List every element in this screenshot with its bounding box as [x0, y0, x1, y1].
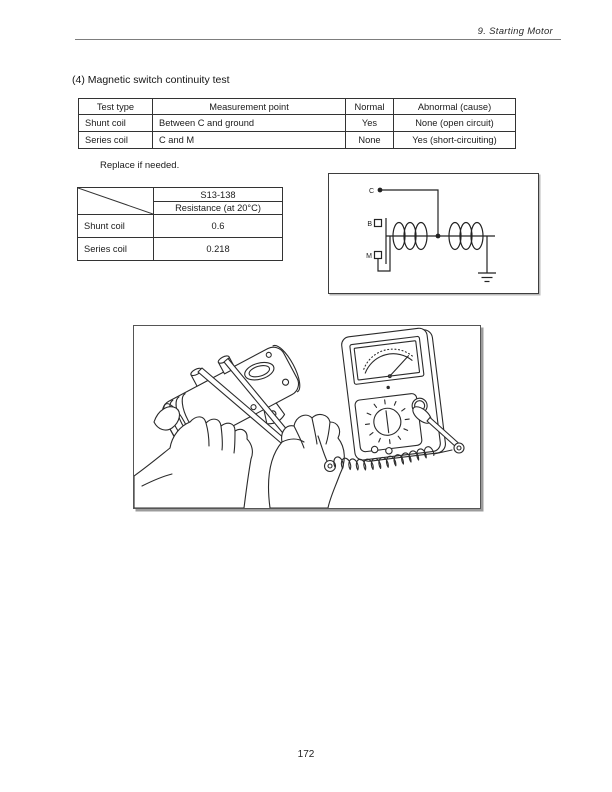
resistance-subheader: Resistance (at 20°C) [154, 202, 283, 215]
magnetic-switch-circuit-drawing [329, 174, 538, 293]
cell-coil-label: Shunt coil [78, 215, 154, 238]
section-title: (4) Magnetic switch continuity test [72, 74, 230, 86]
test-illustration [133, 325, 481, 509]
cell-abnormal: Yes (short-circuiting) [394, 132, 516, 149]
continuity-test-drawing [134, 326, 480, 508]
terminal-c-dot [378, 188, 383, 193]
cell-normal: None [346, 132, 394, 149]
running-header: 9. Starting Motor [477, 26, 553, 37]
cell-test-type: Series coil [79, 132, 153, 149]
cell-normal: Yes [346, 115, 394, 132]
junction-dot [436, 234, 441, 239]
cell-measurement-point: Between C and ground [153, 115, 346, 132]
col-header-normal: Normal [346, 99, 394, 115]
table-row [79, 115, 516, 132]
col-header-abnormal: Abnormal (cause) [394, 99, 516, 115]
cell-coil-label: Series coil [78, 238, 154, 261]
diagonal-header-cell [78, 188, 154, 215]
page-number: 172 [297, 749, 315, 760]
table-row [79, 132, 516, 149]
continuity-table [78, 98, 516, 149]
note-text: Replace if needed. [100, 160, 180, 171]
table-row [78, 238, 283, 261]
cell-abnormal: None (open circuit) [394, 115, 516, 132]
table-row [78, 215, 283, 238]
terminal-b-square [375, 220, 382, 227]
cell-test-type: Shunt coil [79, 115, 153, 132]
terminal-c-label: C [368, 188, 374, 195]
multimeter-icon [341, 327, 447, 463]
wire-c [382, 190, 438, 236]
cell-measurement-point: C and M [153, 132, 346, 149]
terminal-m-label: M [366, 253, 372, 260]
resistance-table [77, 187, 283, 261]
model-header: S13-138 [154, 188, 283, 202]
cell-resistance: 0.6 [154, 215, 283, 238]
header-rule [75, 39, 561, 40]
terminal-b-label: B [367, 221, 372, 228]
wire-m [378, 236, 390, 271]
col-header-measurement-point: Measurement point [153, 99, 346, 115]
col-header-test-type: Test type [79, 99, 153, 115]
cell-resistance: 0.218 [154, 238, 283, 261]
circuit-diagram [328, 173, 539, 294]
ground-symbol [478, 236, 496, 282]
terminal-m-square [375, 252, 382, 259]
table-header-row [79, 99, 516, 115]
table-header-row [78, 188, 283, 202]
diagonal-line [78, 188, 153, 214]
